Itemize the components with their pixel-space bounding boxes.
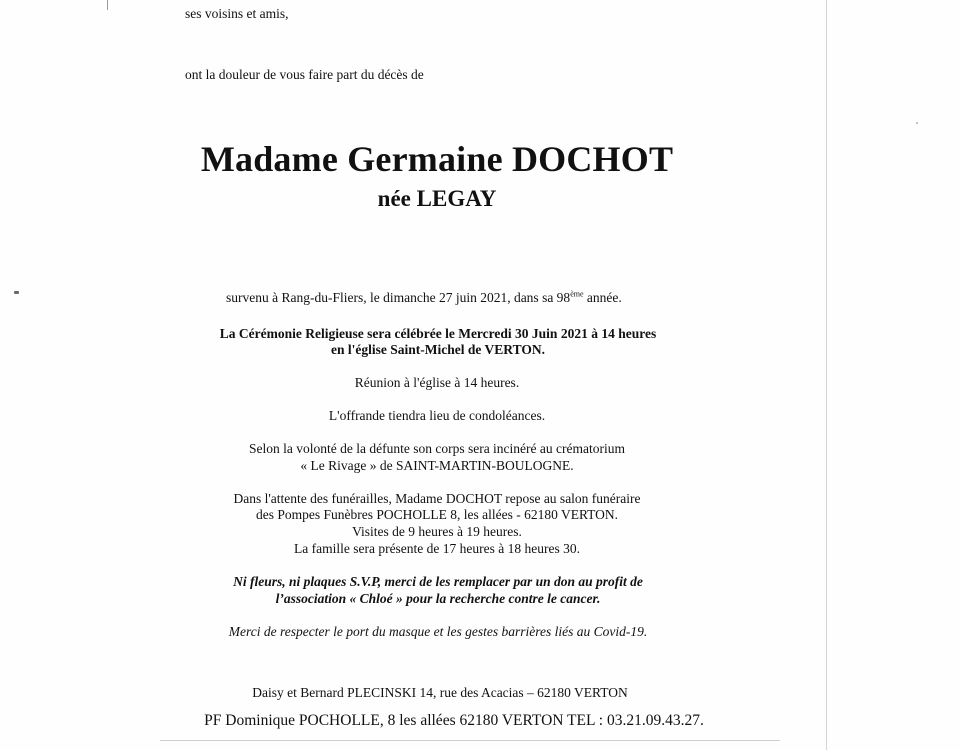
ceremony-line-2: en l'église Saint-Michel de VERTON.: [331, 342, 545, 357]
funeral-home-line-2: des Pompes Funèbres POCHOLLE 8, les allées - 62180 VERTON.: [255, 507, 619, 522]
funeral-director-contact: PF Dominique POCHOLLE, 8 les allées 62180 VERTON TEL : 03.21.09.43.27.: [204, 712, 704, 729]
offering-line: L'offrande tiendra lieu de condoléances.: [328, 408, 546, 423]
meeting-line: Réunion à l'église à 14 heures.: [354, 375, 520, 390]
maiden-name: née LEGAY: [377, 186, 497, 211]
visiting-hours-line: Visites de 9 heures à 19 heures.: [352, 524, 522, 539]
ordinal-suffix: ème: [570, 289, 584, 299]
announce-line: ont la douleur de vous faire part du décès de: [185, 67, 424, 82]
flowers-line-2: l’association « Chloé » pour la recherche contre le cancer.: [275, 591, 601, 606]
family-address: Daisy et Bernard PLECINSKI 14, rue des Acacias – 62180 VERTON: [252, 685, 628, 700]
scan-speck: [14, 291, 19, 294]
deceased-name: Madame Germaine DOCHOT: [200, 139, 674, 179]
death-announcement: [226, 290, 622, 306]
death-text: survenu à Rang-du-Fliers, le dimanche 27 juin 2021, dans sa 98: [226, 290, 571, 305]
covid-line: Merci de respecter le port du masque et les gestes barrières liés au Covid-19.: [228, 624, 648, 639]
intro-line: ses voisins et amis,: [185, 6, 289, 21]
ceremony-line-1: La Cérémonie Religieuse sera célébrée le Mercredi 30 Juin 2021 à 14 heures: [219, 326, 657, 341]
scan-artifact-line: [826, 0, 827, 750]
death-text-end: année.: [583, 290, 622, 305]
scan-speck: [916, 122, 918, 124]
scan-artifact-rule: [160, 740, 780, 741]
scan-artifact-line: [107, 0, 108, 10]
cremation-line-2: « Le Rivage » de SAINT-MARTIN-BOULOGNE.: [300, 458, 574, 473]
funeral-home-line-1: Dans l'attente des funérailles, Madame DOCHOT repose au salon funéraire: [233, 491, 641, 506]
family-presence-line: La famille sera présente de 17 heures à 18 heures 30.: [293, 541, 581, 556]
flowers-line-1: Ni fleurs, ni plaques S.V.P, merci de les remplacer par un don au profit de: [233, 574, 643, 589]
cremation-line-1: Selon la volonté de la défunte son corps sera incinéré au crématorium: [249, 441, 625, 456]
